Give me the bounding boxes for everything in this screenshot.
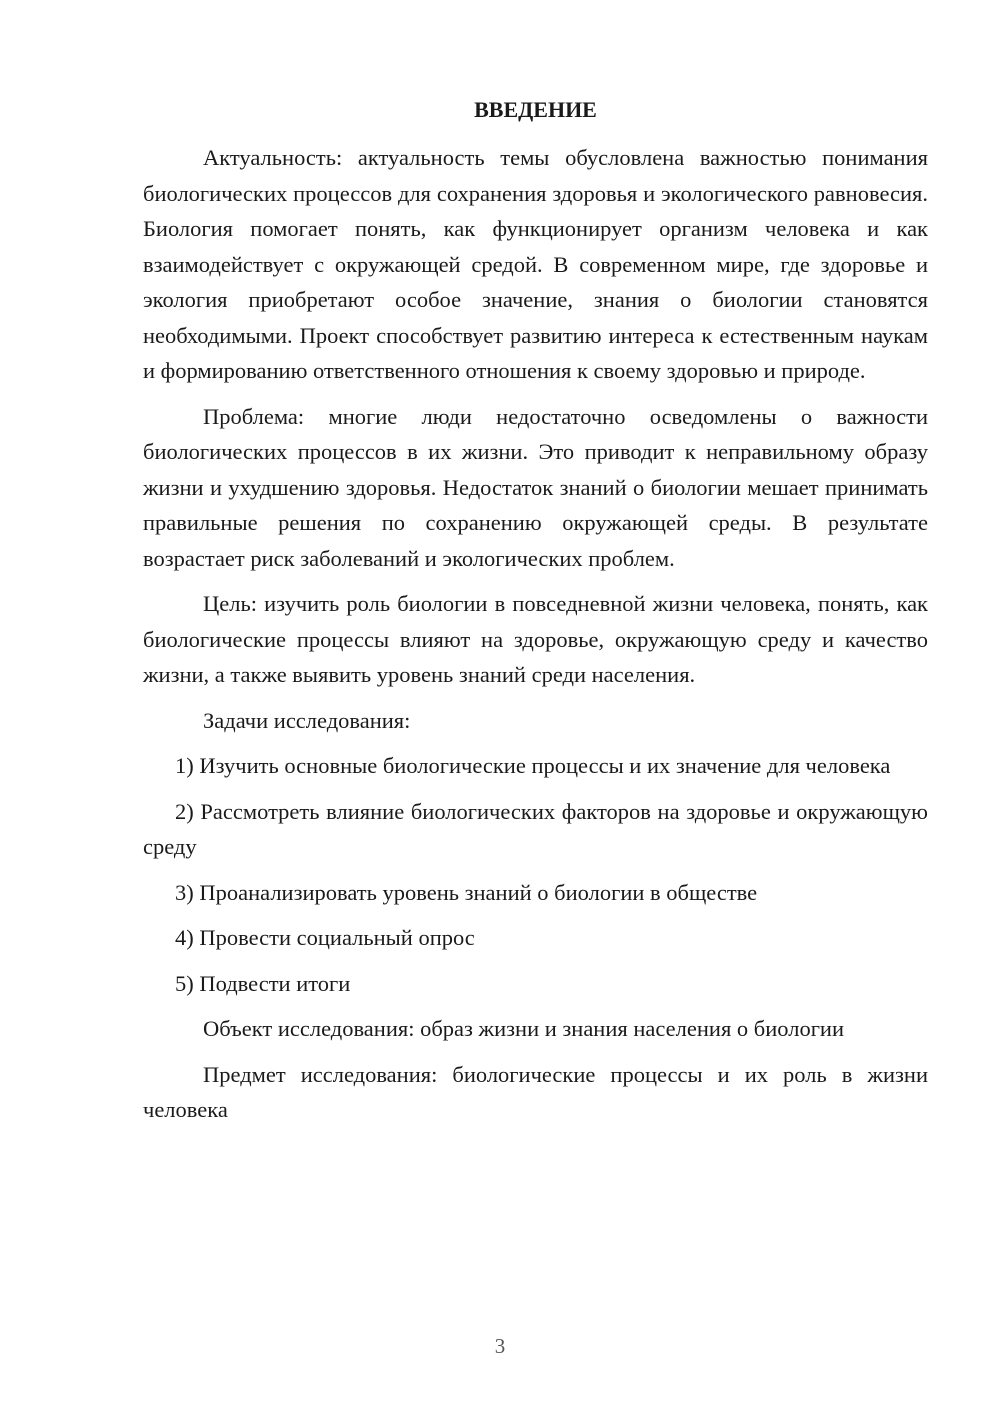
document-page [143,92,928,1138]
research-object: Объект исследования: образ жизни и знания населения о биологии [203,1016,845,1041]
task-item: 3) Проанализировать уровень знаний о биологии в обществе [175,879,758,905]
page-title: ВВЕДЕНИЕ [474,97,597,122]
task-item: 1) Изучить основные биологические процессы и их значение для человека [175,753,891,778]
goal-paragraph: Цель: изучить роль биологии в повседневной жизни человека, понять, как биологические процессы влияют на здоровье, окружающую среду и качество жизни, а также выявить уровень знаний среди населения. [143,591,928,687]
task-item: 4) Провести социальный опрос [175,925,475,950]
problem-paragraph: Проблема: многие люди недостаточно осведомлены о важности биологических процессов в их жизни. Это приводит к неправильному образу жизни и ухудшению здоровья. Недостаток знаний о биологии мешает принимать правильные решения по сохранению окружающей среды. В результате возрастает риск заболеваний и экологических проблем. [143,403,928,571]
tasks-list [143,748,928,1001]
relevance-paragraph: Актуальность: актуальность темы обусловлена важностью понимания биологических процессов для сохранения здоровья и экологического равновесия. Биология помогает понять, как функционирует организм человека и как взаимодействует с окружающей средой. В современном мире, где здоровье и экология приобретают особое значение, знания о биологии становятся необходимыми. Проект способствует развитию интереса к естественным наукам и формированию ответственного отношения к своему здоровью и природе. [143,145,928,383]
research-subject: Предмет исследования: биологические процессы и их роль в жизни человека [143,1061,928,1122]
page-number: 3 [494,1334,506,1358]
tasks-heading: Задачи исследования: [203,707,411,733]
task-item: 2) Рассмотреть влияние биологических факторов на здоровье и окружающую среду [143,798,928,859]
task-item: 5) Подвести итоги [175,970,351,996]
